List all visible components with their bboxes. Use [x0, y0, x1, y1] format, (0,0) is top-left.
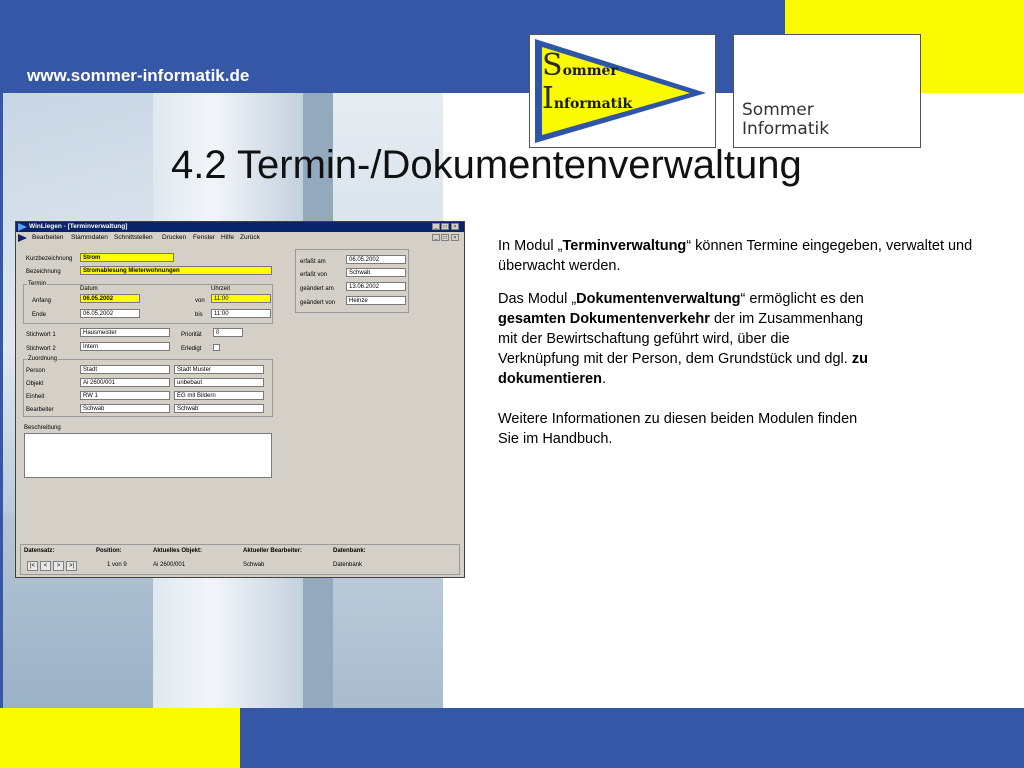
- site-url[interactable]: www.sommer-informatik.de: [27, 66, 250, 85]
- beschreibung-textarea[interactable]: [24, 433, 272, 478]
- app-window: [15, 221, 465, 578]
- erfasst-von-field[interactable]: Schwab: [346, 268, 406, 277]
- einheit-code-field[interactable]: RW 1: [80, 391, 170, 400]
- objekt-name-field[interactable]: unbebaut: [174, 378, 264, 387]
- menu-bar: [16, 233, 464, 243]
- window-title: WinLiegen - [Terminverwaltung]: [29, 223, 128, 230]
- description-paragraph-3: Weitere Informationen zu diesen beiden Modulen finden Sie im Handbuch.: [498, 411, 858, 447]
- status-bar: [20, 544, 460, 575]
- nav-first-button[interactable]: |<: [27, 561, 38, 571]
- app-icon: [18, 223, 27, 231]
- position-value: 1 von 9: [107, 562, 127, 568]
- termin-group: [23, 281, 273, 324]
- geaendert-am-field[interactable]: 13.06.2002: [346, 282, 406, 291]
- ende-uhrzeit-field[interactable]: 11:00: [211, 309, 271, 318]
- pennant-logo-text: Sommer Informatik: [542, 48, 633, 116]
- stichwort2-field[interactable]: Intern: [80, 342, 170, 351]
- person-label: Person: [26, 368, 46, 374]
- geaendert-am-label: geändert am: [300, 286, 334, 292]
- person-code-field[interactable]: Stadt: [80, 365, 170, 374]
- datenbank-label: Datenbank:: [333, 548, 366, 554]
- nav-next-button[interactable]: >: [53, 561, 64, 571]
- footer-accent: [0, 708, 240, 768]
- aktueller-bearbeiter-label: Aktueller Bearbeiter:: [243, 548, 303, 554]
- position-label: Position:: [96, 548, 122, 554]
- menu-bearbeiten[interactable]: Bearbeiten: [32, 234, 64, 241]
- prioritaet-field[interactable]: 0: [213, 328, 243, 337]
- description-paragraph-1: In Modul „Terminverwaltung“ können Termine eingegeben, verwaltet und überwacht werden.: [498, 238, 973, 274]
- uhrzeit-label: Uhrzeit: [211, 286, 231, 292]
- doc-close-button[interactable]: ×: [451, 234, 459, 241]
- anfang-datum-field[interactable]: 06.05.2002: [80, 294, 140, 303]
- stichwort1-label: Stichwort 1: [26, 332, 56, 338]
- aktuelles-objekt-value: Ai 2600/001: [153, 562, 186, 568]
- objekt-label: Objekt: [26, 381, 44, 387]
- einheit-label: Einheit: [26, 394, 45, 400]
- bearbeiter-name-field[interactable]: Schwab: [174, 404, 264, 413]
- prioritaet-label: Priorität: [181, 332, 202, 338]
- close-button[interactable]: ×: [451, 223, 459, 230]
- zuordnung-caption: Zuordnung: [28, 356, 58, 362]
- bezeichnung-label: Bezeichnung: [26, 269, 61, 275]
- nav-last-button[interactable]: >|: [66, 561, 77, 571]
- kurzbezeichnung-label: Kurzbezeichnung: [26, 256, 73, 262]
- stichwort1-field[interactable]: Hausmeister: [80, 328, 170, 337]
- datensatz-label: Datensatz:: [24, 548, 55, 554]
- minimize-button[interactable]: _: [432, 223, 440, 230]
- maximize-button[interactable]: □: [441, 223, 449, 230]
- kurzbezeichnung-field[interactable]: Strom: [80, 253, 174, 262]
- ende-label: Ende: [32, 312, 47, 318]
- beschreibung-label: Beschreibung: [24, 425, 61, 431]
- geaendert-von-label: geändert von: [300, 300, 336, 306]
- footer-band: [240, 708, 1024, 768]
- stichwort2-label: Stichwort 2: [26, 346, 56, 352]
- doc-restore-button[interactable]: □: [441, 234, 449, 241]
- person-name-field[interactable]: Stadt Muster: [174, 365, 264, 374]
- sommer-informatik-pennant-logo: [529, 34, 716, 148]
- erfasst-am-field[interactable]: 06.05.2002: [346, 255, 406, 264]
- anfang-uhrzeit-field[interactable]: 11:00: [211, 294, 271, 303]
- geaendert-von-field[interactable]: Heinze: [346, 296, 406, 305]
- erledigt-label: Erledigt: [181, 346, 202, 352]
- document-icon: [18, 234, 27, 242]
- nav-prev-button[interactable]: <: [40, 561, 51, 571]
- bearbeiter-code-field[interactable]: Schwab: [80, 404, 170, 413]
- erledigt-checkbox[interactable]: [213, 344, 220, 351]
- slide-title: 4.2 Termin-/Dokumentenverwaltung: [171, 143, 802, 187]
- aktuelles-objekt-label: Aktuelles Objekt:: [153, 548, 203, 554]
- bearbeiter-label: Bearbeiter: [26, 407, 54, 413]
- erfasst-von-label: erfaßt von: [300, 272, 328, 278]
- menu-schnittstellen[interactable]: Schnittstellen: [114, 234, 153, 241]
- einheit-name-field[interactable]: EG mit Bildern: [174, 391, 264, 400]
- menu-zurueck[interactable]: Zurück: [240, 234, 260, 241]
- text-logo-label: Sommer Informatik: [742, 100, 830, 139]
- bezeichnung-field[interactable]: Stromablesung Mieterwohnungen: [80, 266, 272, 275]
- menu-hilfe[interactable]: Hilfe: [221, 234, 235, 241]
- datenbank-value: Datenbank: [333, 562, 363, 568]
- termin-caption: Termin: [28, 281, 47, 287]
- description-paragraph-2: Das Modul „Dokumentenverwaltung“ ermöglicht es den gesamten Dokumentenverkehr der im Zusammenhang mit der Bewirtschaftung geführt wird, über die Verknüpfung mit der Person, dem Grundstück und dgl. zu dokumentieren.: [498, 291, 868, 387]
- description: [498, 236, 978, 462]
- aktueller-bearbeiter-value: Schwab: [243, 562, 265, 568]
- anfang-label: Anfang: [32, 298, 52, 304]
- datum-label: Datum: [80, 286, 98, 292]
- menu-drucken[interactable]: Drucken: [162, 234, 187, 241]
- sommer-informatik-text-logo: [733, 34, 921, 148]
- menu-stammdaten[interactable]: Stammdaten: [71, 234, 108, 241]
- von-label: von: [195, 298, 205, 304]
- objekt-code-field[interactable]: Ai 2600/001: [80, 378, 170, 387]
- doc-minimize-button[interactable]: _: [432, 234, 440, 241]
- menu-fenster[interactable]: Fenster: [193, 234, 216, 241]
- erfasst-am-label: erfaßt am: [300, 259, 326, 265]
- window-titlebar: [16, 222, 464, 232]
- bis-label: bis: [195, 312, 203, 318]
- ende-datum-field[interactable]: 06.05.2002: [80, 309, 140, 318]
